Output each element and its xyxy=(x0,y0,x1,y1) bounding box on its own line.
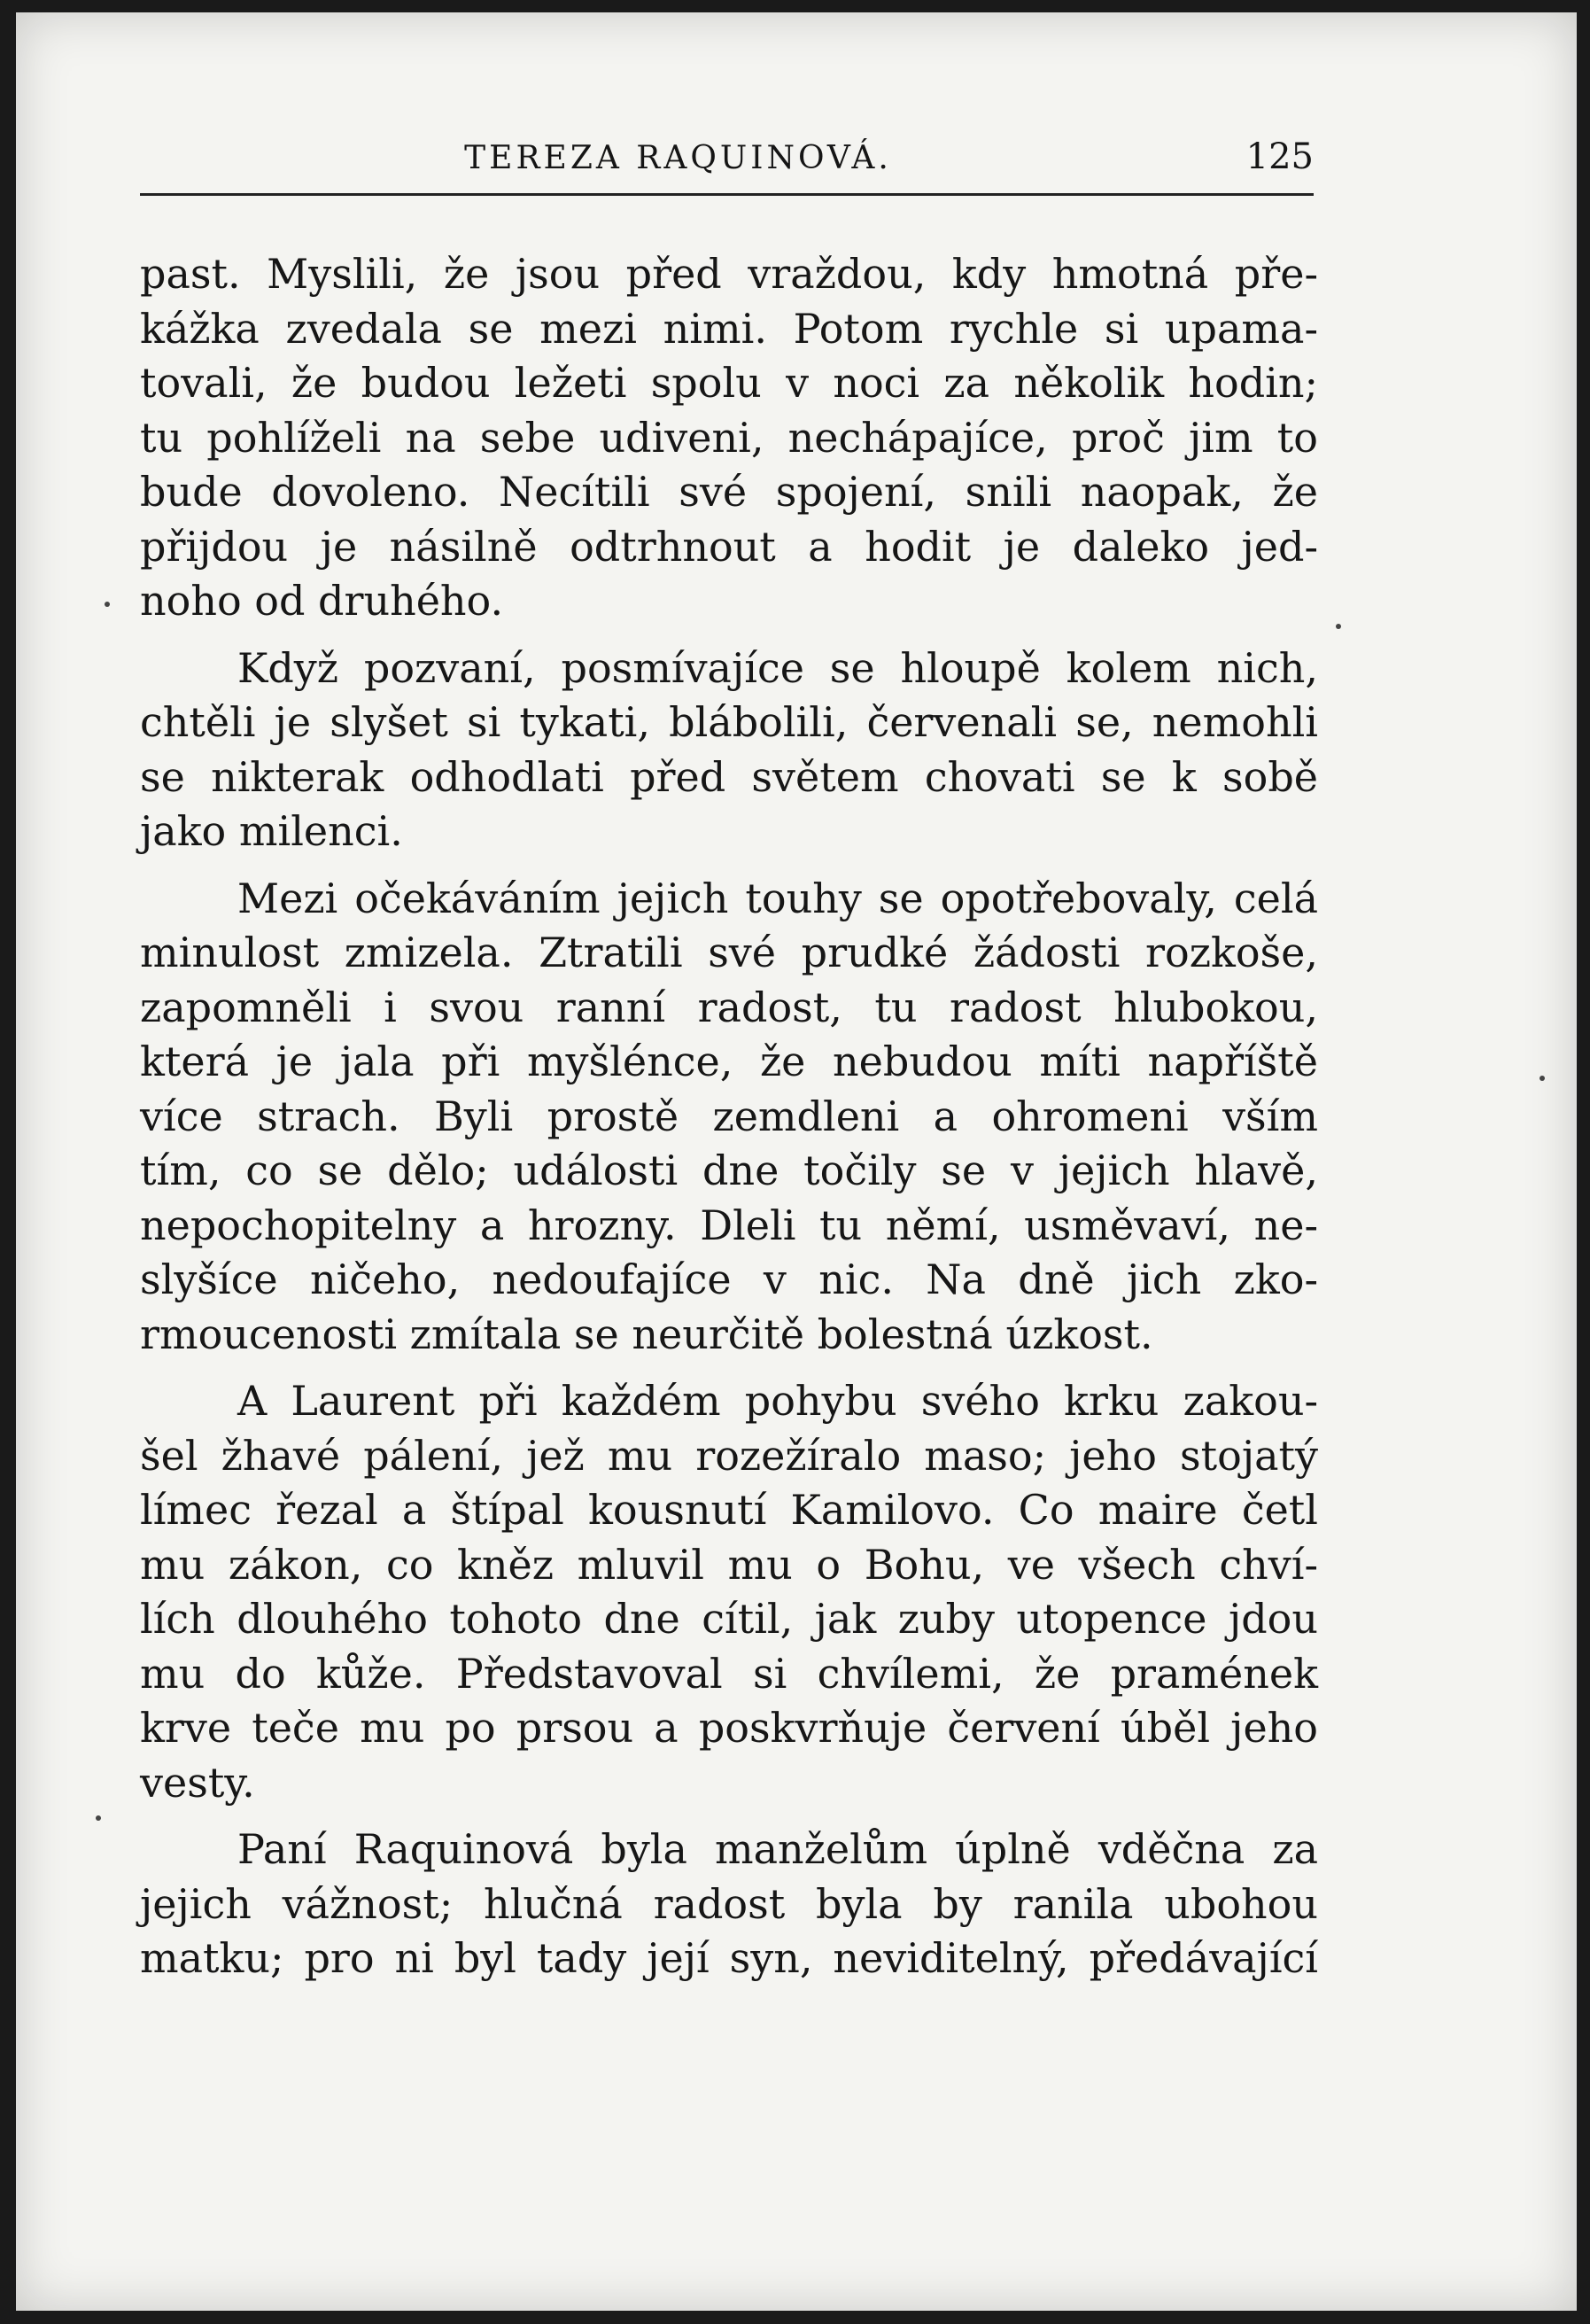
page-number: 125 xyxy=(1245,136,1314,177)
scan-speck xyxy=(1336,624,1341,629)
page-header xyxy=(140,128,1314,196)
text-line: rmoucenosti zmítala se neurčitě bolestná úzkost. xyxy=(140,1310,1153,1358)
text-line: Paní Raquinová byla manželům úplně vděčna za xyxy=(237,1825,1318,1873)
text-line: tovali, že budou ležeti spolu v noci za několik hodin; xyxy=(140,359,1318,407)
text-line: Když pozvaní, posmívajíce se hloupě kolem nich, xyxy=(237,643,1318,692)
text-line: která je jala při myšlénce, že nebudou míti napříště xyxy=(140,1038,1318,1085)
text-line: Mezi očekáváním jejich touhy se opotřebovaly, celá xyxy=(237,874,1318,922)
text-line: zapomněli i svou ranní radost, tu radost hlubokou, xyxy=(140,983,1318,1031)
text-line: mu zákon, co kněz mluvil mu o Bohu, ve všech chví- xyxy=(140,1540,1318,1589)
text-line: slyšíce ničeho, nedoufajíce v nic. Na dně jich zko- xyxy=(140,1255,1318,1303)
text-line: chtěli je slyšet si tykati, blábolili, červenali se, nemohli xyxy=(140,698,1318,746)
text-line: mu do kůže. Představoval si chvílemi, že pramének xyxy=(140,1649,1318,1698)
text-line: bude dovoleno. Necítili své spojení, snili naopak, že xyxy=(140,468,1318,516)
scan-speck xyxy=(1540,1076,1545,1081)
text-line: minulost zmizela. Ztratili své prudké žádosti rozkoše, xyxy=(140,929,1318,976)
text-line: A Laurent při každém pohybu svého krku zakou- xyxy=(237,1377,1318,1425)
paragraph xyxy=(140,872,1318,1363)
paragraph xyxy=(140,1374,1318,1810)
body-text xyxy=(140,247,1318,1999)
paragraph xyxy=(140,247,1318,629)
text-line: tím, co se dělo; události dne točily se v jejich hlavě, xyxy=(140,1146,1318,1194)
text-line: přijdou je násilně odtrhnout a hodit je daleko jed- xyxy=(140,522,1318,571)
text-line: jako milenci. xyxy=(140,807,403,855)
paragraph xyxy=(140,1823,1318,1986)
text-line: límec řezal a štípal kousnutí Kamilovo. Co maire četl xyxy=(140,1486,1318,1534)
text-line: vesty. xyxy=(140,1758,255,1807)
paragraph xyxy=(140,641,1318,859)
text-line: se nikterak odhodlati před světem chovati se k sobě xyxy=(140,752,1318,801)
text-line: krve teče mu po prsou a poskvrňuje červení úběl jeho xyxy=(140,1704,1318,1752)
running-title: TEREZA RAQUINOVÁ. xyxy=(464,140,892,176)
text-line: nepochopitelny a hrozny. Dleli tu němí, usměvaví, ne- xyxy=(140,1201,1318,1249)
scan-speck xyxy=(96,1815,101,1821)
text-line: noho od druhého. xyxy=(140,577,504,625)
text-line: past. Myslili, že jsou před vraždou, kdy hmotná pře- xyxy=(140,250,1318,298)
text-line: šel žhavé pálení, jež mu rozežíralo maso; jeho stojatý xyxy=(140,1431,1318,1480)
book-page xyxy=(16,12,1577,2311)
text-line: jejich vážnost; hlučná radost byla by ranila ubohou xyxy=(140,1879,1318,1928)
text-line: více strach. Byli prostě zemdleni a ohromeni vším xyxy=(140,1092,1318,1140)
text-line: tu pohlíželi na sebe udiveni, nechápajíce, proč jim to xyxy=(140,413,1318,462)
text-line: kážka zvedala se mezi nimi. Potom rychle si upama- xyxy=(140,304,1318,353)
scan-speck xyxy=(105,602,110,607)
text-line: lích dlouhého tohoto dne cítil, jak zuby utopence jdou xyxy=(140,1595,1318,1643)
text-line: matku; pro ni byl tady její syn, neviditelný, předávající xyxy=(140,1934,1318,1982)
